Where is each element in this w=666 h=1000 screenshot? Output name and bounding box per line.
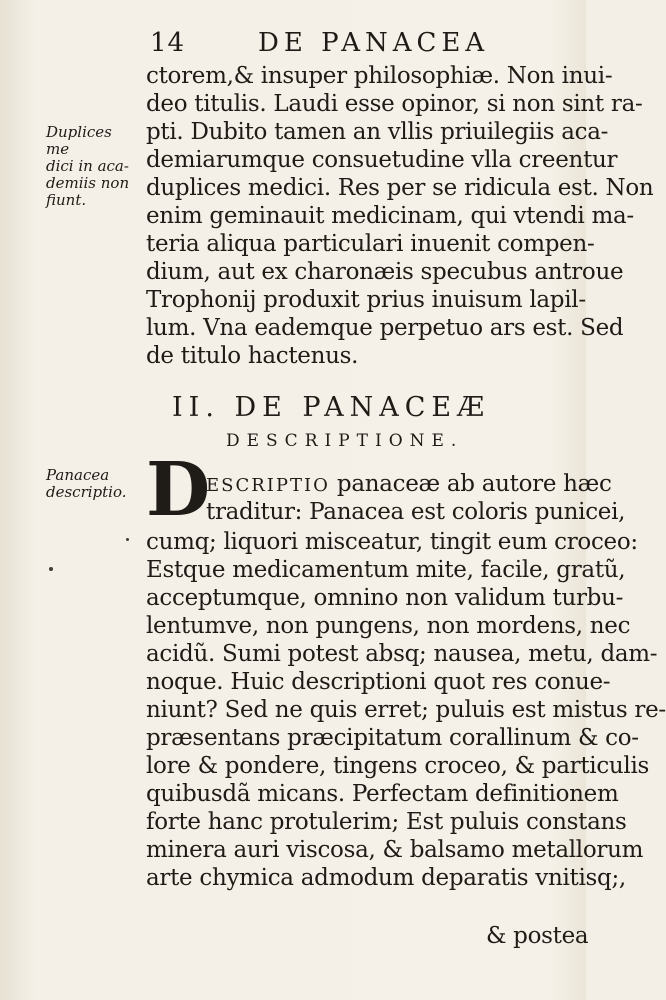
text-line: lentumve, non pungens, non mordens, nec xyxy=(146,613,631,639)
body-text-top xyxy=(146,62,654,370)
text-line: & postea xyxy=(486,923,589,949)
text-line: noque. Huic descriptioni quot res conue- xyxy=(146,669,611,695)
ink-speck xyxy=(126,538,129,541)
first-line-rest: panaceæ ab autore hæc xyxy=(336,471,612,497)
page-header xyxy=(0,28,586,62)
text-line: minera auri viscosa, & balsamo metallorum xyxy=(146,837,644,863)
text-line: lore & pondere, tingens croceo, & particulis xyxy=(146,753,650,779)
second-line xyxy=(206,498,626,526)
text-line: forte hanc protulerim; Est puluis constans xyxy=(146,809,627,835)
body-text-bottom xyxy=(146,528,666,892)
text-line xyxy=(206,470,612,500)
running-head: DE PANACEA xyxy=(258,28,490,58)
margin-note-line: Duplices me xyxy=(46,123,112,158)
text-line: demiarumque consuetudine vlla creentur xyxy=(146,147,618,173)
text-line: arte chymica admodum deparatis vnitisq;, xyxy=(146,865,626,891)
margin-note-line: descriptio. xyxy=(46,483,127,501)
page-number: 14 xyxy=(150,28,186,58)
margin-note-line: fiunt. xyxy=(46,191,87,209)
margin-note-duplices xyxy=(46,124,138,209)
text-line: de titulo hactenus. xyxy=(146,343,359,369)
first-line xyxy=(206,470,612,500)
catchword xyxy=(486,922,589,950)
text-line: lum. Vna eademque perpetuo ars est. Sed xyxy=(146,315,624,341)
text-line: dium, aut ex charonæis specubus antroue xyxy=(146,259,624,285)
text-line: Trophonij produxit prius inuisum lapil- xyxy=(146,287,586,313)
margin-note-line: demiis non xyxy=(46,174,130,192)
text-line: quibusdã micans. Perfectam definitionem xyxy=(146,781,619,807)
ink-speck xyxy=(49,567,53,571)
text-line: Estque medicamentum mite, facile, gratũ, xyxy=(146,557,626,583)
text-line: acidũ. Sumi potest absq; nausea, metu, dam- xyxy=(146,641,658,667)
text-line: deo titulis. Laudi esse opinor, si non sint ra- xyxy=(146,91,643,117)
text-line: niunt? Sed ne quis erret; puluis est mistus re- xyxy=(146,697,666,723)
text-line: præsentans præcipitatum corallinum & co- xyxy=(146,725,639,751)
text-line: teria aliqua particulari inuenit compen- xyxy=(146,231,595,257)
margin-note-line: Panacea xyxy=(46,466,110,484)
text-line: cumq; liquori misceatur, tingit eum croceo: xyxy=(146,529,638,555)
margin-note-panacea xyxy=(46,467,138,501)
margin-note-line: dici in aca- xyxy=(46,157,129,175)
drop-cap: D xyxy=(146,447,211,533)
text-line: traditur: Panacea est coloris punicei, xyxy=(206,499,626,525)
section-title: II. DE PANACEÆ xyxy=(172,392,491,423)
text-line: pti. Dubito tamen an vllis priuilegiis aca- xyxy=(146,119,609,145)
text-line: ctorem,& insuper philosophiæ. Non inui- xyxy=(146,63,613,89)
text-line: duplices medici. Res per se ridicula est. Non xyxy=(146,175,654,201)
section-subtitle: DESCRIPTIONE. xyxy=(226,431,464,451)
first-word-small-caps: ESCRIPTIO xyxy=(206,475,330,496)
text-line: acceptumque, omnino non validum turbu- xyxy=(146,585,624,611)
text-line: enim geminauit medicinam, qui vtendi ma- xyxy=(146,203,634,229)
